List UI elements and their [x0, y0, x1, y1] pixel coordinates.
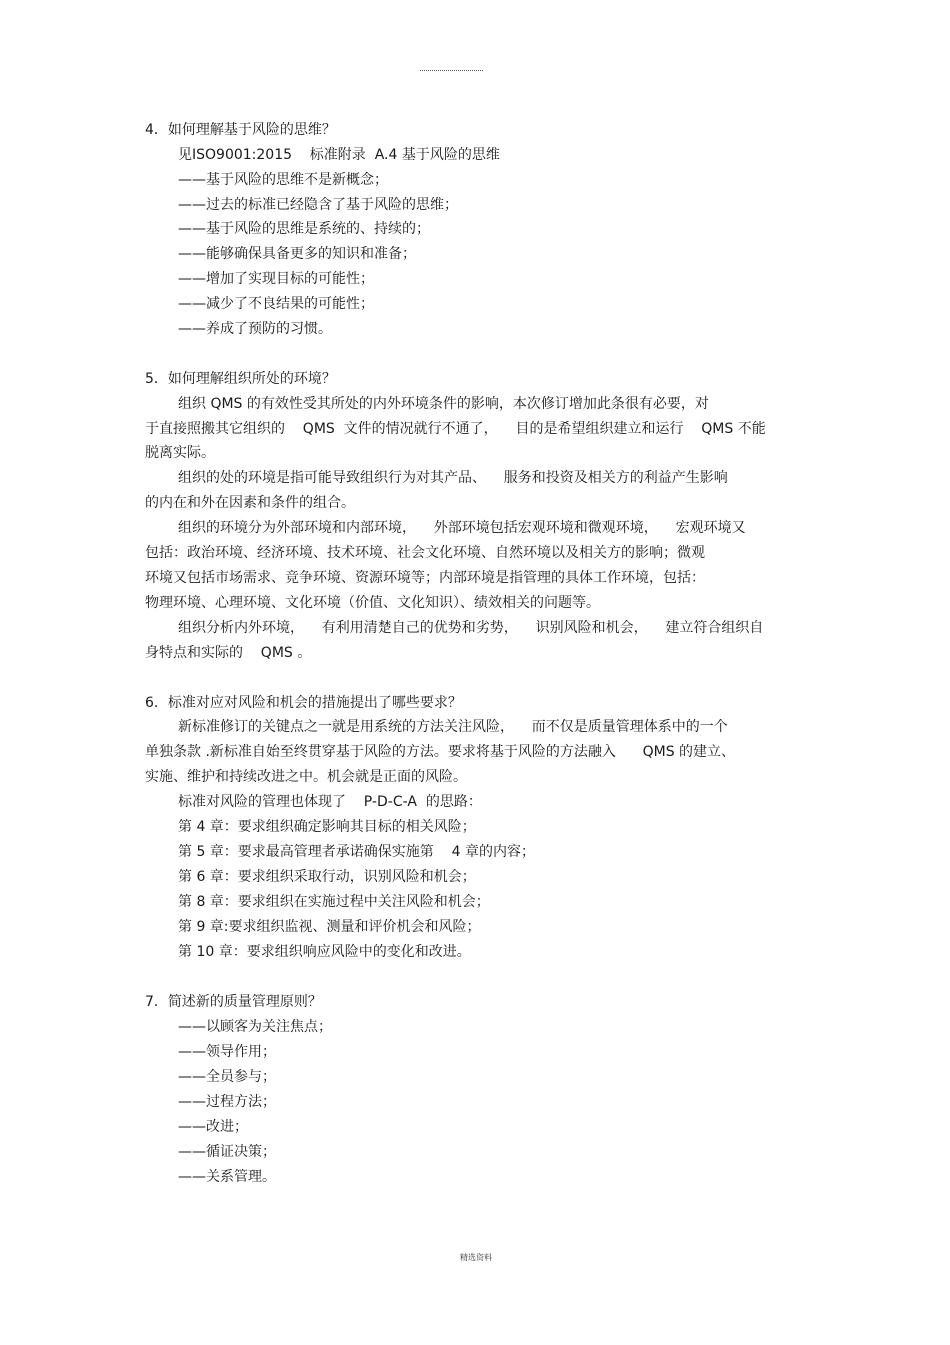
question-6-heading: 6．标准对应对风险和机会的措施提出了哪些要求？ [145, 695, 462, 711]
text-line: 标准对风险的管理也体现了 P-D-C-A 的思路： [178, 794, 482, 810]
list-item: ——过去的标准已经隐含了基于风险的思维； [178, 197, 458, 213]
text-line: 物理环境、心理环境、文化环境（价值、文化知识）、绩效相关的问题等。 [145, 595, 600, 611]
list-item: ——全员参与； [178, 1069, 276, 1085]
text-line: 组织分析内外环境， 有利用清楚自己的优势和劣势， 识别风险和机会， 建立符合组织自 [178, 620, 764, 636]
list-item: ——过程方法； [178, 1094, 276, 1110]
text-line: 组织的处的环境是指可能导致组织行为对其产品、 服务和投资及相关方的利益产生影响 [178, 470, 728, 486]
list-item: ——关系管理。 [178, 1169, 276, 1185]
question-7-heading: 7．简述新的质量管理原则？ [145, 994, 322, 1010]
list-item: ——基于风险的思维不是新概念； [178, 172, 388, 188]
list-item: ——养成了预防的习惯。 [178, 321, 332, 337]
text-line: 身特点和实际的 QMS 。 [145, 645, 312, 661]
list-item: 第 9 章:要求组织监视、测量和评价机会和风险； [178, 919, 481, 935]
list-item: ——循证决策； [178, 1144, 276, 1160]
list-item: 第 6 章：要求组织采取行动，识别风险和机会； [178, 869, 476, 885]
text-line: 单独条款 .新标准自始至终贯穿基于风险的方法。要求将基于风险的方法融入 QMS 的建立、 [145, 744, 736, 760]
list-item: ——改进； [178, 1119, 248, 1135]
header-rule [420, 70, 483, 71]
list-item: 第 4 章：要求组织确定影响其目标的相关风险； [178, 819, 476, 835]
text-line: 包括：政治环境、经济环境、技术环境、社会文化环境、自然环境以及相关方的影响；微观 [145, 545, 705, 561]
text-line: 组织的环境分为外部环境和内部环境， 外部环境包括宏观环境和微观环境， 宏观环境又 [178, 520, 746, 536]
text-line: 环境又包括市场需求、竞争环境、资源环境等；内部环境是指管理的具体工作环境，包括： [145, 570, 705, 586]
list-item: 第 5 章：要求最高管理者承诺确保实施第 4 章的内容； [178, 844, 535, 860]
page-footer: 精选资料 [460, 1253, 492, 1262]
list-item: 第 8 章：要求组织在实施过程中关注风险和机会； [178, 894, 490, 910]
question-5-heading: 5．如何理解组织所处的环境？ [145, 371, 336, 387]
text-line: 的内在和外在因素和条件的组合。 [145, 495, 355, 511]
text-line: 实施、维护和持续改进之中。机会就是正面的风险。 [145, 769, 467, 785]
text-line: 组织 QMS 的有效性受其所处的内外环境条件的影响，本次修订增加此条很有必要，对 [178, 396, 709, 412]
list-item: ——能够确保具备更多的知识和准备； [178, 246, 416, 262]
text-line: 见ISO9001:2015 标准附录 A.4 基于风险的思维 [178, 147, 500, 163]
list-item: ——以顾客为关注焦点； [178, 1019, 332, 1035]
question-4-heading: 4．如何理解基于风险的思维？ [145, 122, 336, 138]
list-item: ——领导作用； [178, 1044, 276, 1060]
list-item: ——减少了不良结果的可能性； [178, 296, 374, 312]
list-item: ——增加了实现目标的可能性； [178, 271, 374, 287]
text-line: 新标准修订的关键点之一就是用系统的方法关注风险， 而不仅是质量管理体系中的一个 [178, 719, 728, 735]
list-item: ——基于风险的思维是系统的、持续的； [178, 221, 430, 237]
list-item: 第 10 章：要求组织响应风险中的变化和改进。 [178, 944, 471, 960]
text-line: 脱离实际。 [145, 445, 215, 461]
text-line: 于直接照搬其它组织的 QMS 文件的情况就行不通了， 目的是希望组织建立和运行 QMS 不能 [145, 421, 766, 437]
